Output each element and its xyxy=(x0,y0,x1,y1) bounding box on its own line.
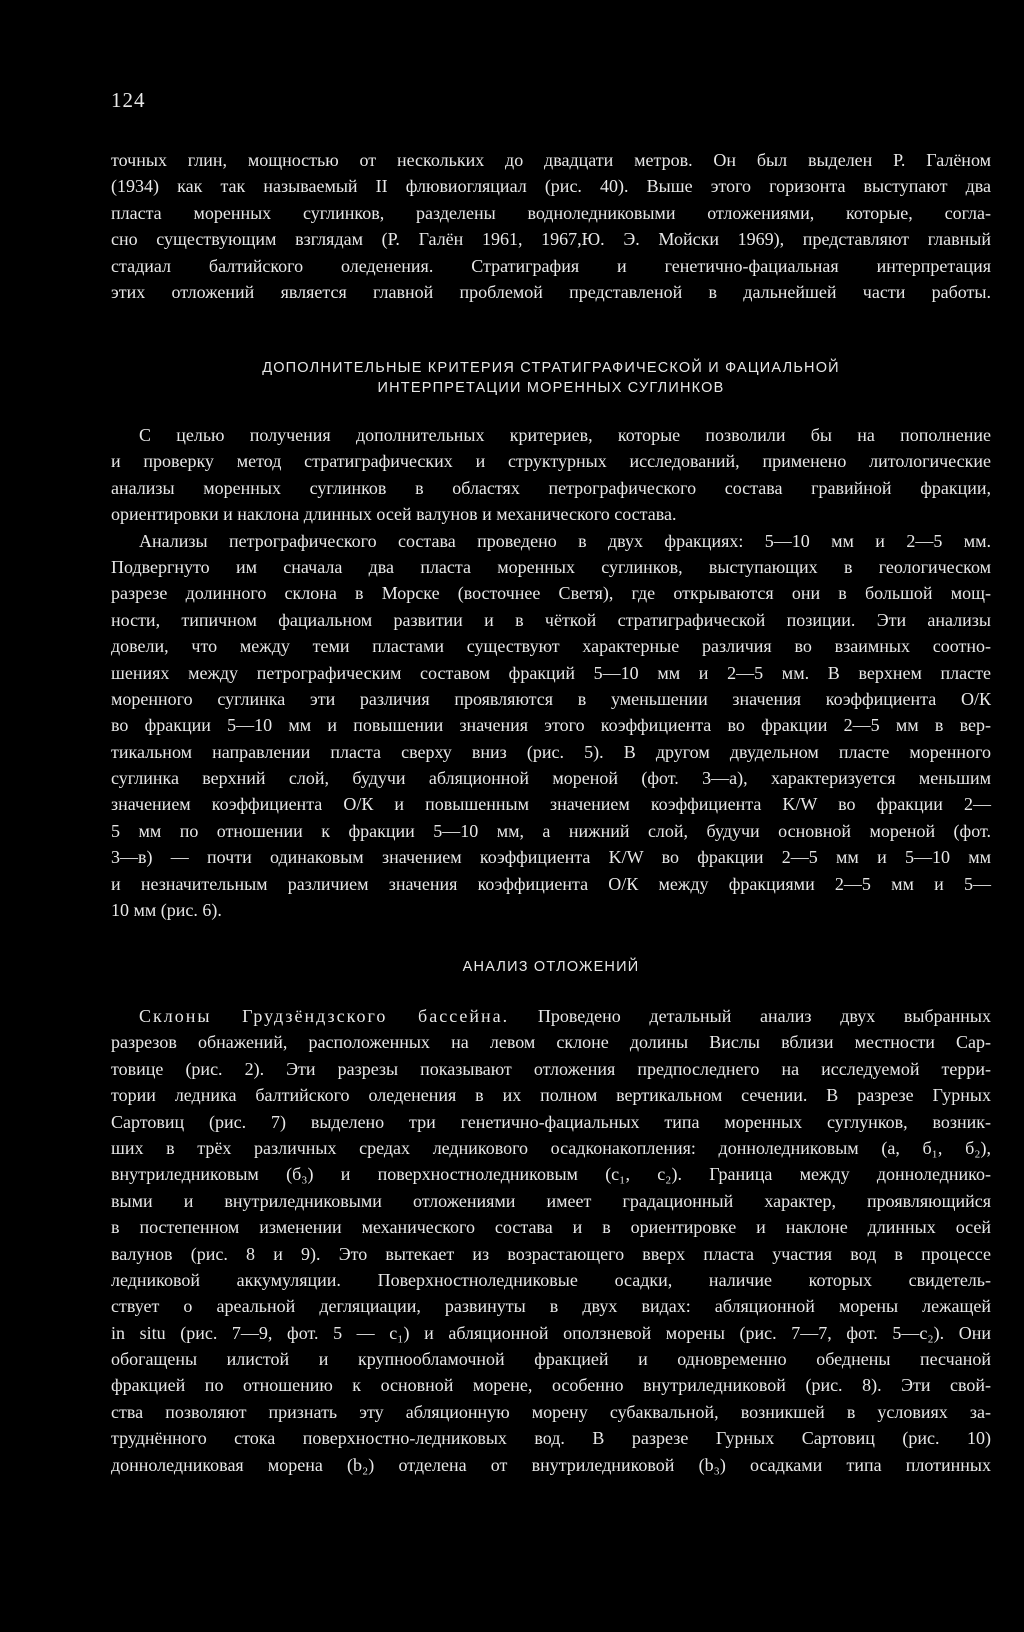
intro-paragraph xyxy=(111,147,991,305)
text-line: сно существующим взглядам (Р. Галён 1961, 1967,Ю. Э. Мойски 1969), представляют главный xyxy=(111,229,991,250)
text-line: пласта моренных суглинков, разделены водноледниковыми отложениями, которые, согла- xyxy=(111,202,991,223)
text-line: разрезов обнажений, расположенных на левом склоне долины Вислы вблизи местности Сар- xyxy=(111,1032,991,1053)
text-line: и незначительным различием значения коэффициента О/К между фракциями 2—5 мм и 5— xyxy=(111,873,991,894)
text-line: товице (рис. 2). Эти разрезы показывают отложения предпоследнего на исследуемой терри- xyxy=(111,1058,991,1079)
text-line: точных глин, мощностью от нескольких до двадцати метров. Он был выделен Р. Галёном xyxy=(111,150,991,170)
text-line: значением коэффициента О/К и повышенным значением коэффициента K/W во фракции 2— xyxy=(111,794,991,815)
text-line: во фракции 5—10 мм и повышении значения этого коэффициента во фракции 2—5 мм в вер- xyxy=(111,715,991,736)
text-line: стадиал балтийского оледенения. Стратиграфия и генетично-фациальная интерпретация xyxy=(111,255,991,276)
text-line: в постепенном изменении механического состава и в ориентировке и наклоне длинных осей xyxy=(111,1217,991,1238)
text-line: этих отложений является главной проблемой представленой в дальнейшей части работы. xyxy=(111,281,991,302)
heading-line: АНАЛИЗ ОТЛОЖЕНИЙ xyxy=(462,959,640,975)
text-line: валунов (рис. 8 и 9). Это вытекает из возрастающего вверх пласта участия вод в процессе xyxy=(111,1243,991,1264)
text-line: анализы моренных суглинков в областях петрографического состава гравийной фракции, xyxy=(111,477,991,498)
section-analysis-body xyxy=(111,1003,991,1478)
text-line: довели, что между теми пластами существуют характерные различия во взаимных соотно- xyxy=(111,636,991,657)
text-line: (1934) как так называемый II флювиогляциал (рис. 40). Выше этого горизонта выступают два xyxy=(111,176,991,197)
section-criteria-body xyxy=(111,422,991,923)
text-line: тикальном направлении пласта сверху вниз (рис. 5). В другом двудельном пласте моренного xyxy=(111,741,991,762)
heading-line: ИНТЕРПРЕТАЦИИ МОРЕННЫХ СУГЛИНКОВ xyxy=(377,380,725,396)
text-line: ствует о ареальной дегляциации, развинуты в двух видах: абляционной морены лежащей xyxy=(111,1296,991,1317)
section-heading-analysis xyxy=(111,957,991,977)
text-line: Сартовиц (рис. 7) выделено три генетично-фациальных типа моренных суглунков, возник- xyxy=(111,1111,991,1132)
text-line: моренного суглинка эти различия проявляются в уменьшении значения коэффициента О/К xyxy=(111,688,991,709)
text-line: шениях между петрографическим составом фракций 5—10 мм и 2—5 мм. В верхнем пласте xyxy=(111,662,991,683)
text-line: 5 мм по отношении к фракции 5—10 мм, а нижний слой, будучи основной мореной (фот. xyxy=(111,820,991,841)
text-line: обогащены илистой и крупнообламочной фракцией и одновременно обеднены песчаной xyxy=(111,1349,991,1370)
text-line: ледниковой аккумуляции. Поверхностноледниковые осадки, наличие которых свидетель- xyxy=(111,1269,991,1290)
text-line: С целью получения дополнительных критериев, которые позволили бы на пополнение xyxy=(139,425,991,445)
text-line: ности, типичном фациальном развитии и в чёткой стратиграфической позиции. Эти анализы xyxy=(111,609,991,630)
text-line: и проверку метод стратиграфических и структурных исследований, применено литологические xyxy=(111,451,991,472)
text-line: Подвергнуто им сначала два пласта моренных суглинков, выступающих в геологическом xyxy=(111,556,991,577)
text-line: Склоны Грудзёндзского бассейна. Проведено детальный анализ двух выбранных xyxy=(139,1006,991,1026)
text-line: выми и внутриледниковыми отложениями имеет градационный характер, проявляющийся xyxy=(111,1190,991,1211)
text-line: разрезе долинного склона в Морске (восточнее Светя), где открываются они в большой мощ- xyxy=(111,583,991,604)
section-heading-criteria xyxy=(111,358,991,398)
text-line: ших в трёх различных средах ледникового осадконакопления: донноледниковым (а, б₁, б₂), xyxy=(111,1137,991,1158)
text-line: труднённого стока поверхностно-ледниковых вод. В разрезе Гурных Сартовиц (рис. 10) xyxy=(111,1428,991,1449)
lead-term: Склоны Грудзёндзского бассейна. xyxy=(139,1006,510,1026)
text-line: Анализы петрографического состава проведено в двух фракциях: 5—10 мм и 2—5 мм. xyxy=(139,530,991,551)
text-line: ориентировки и наклона длинных осей валунов и механического состава. xyxy=(111,504,677,525)
text-line: донноледниковая морена (b₂) отделена от внутриледниковой (b₃) осадками типа плотинных xyxy=(111,1454,991,1475)
text-line: 3—в) — почти одинаковым значением коэффициента K/W во фракции 2—5 мм и 5—10 мм xyxy=(111,847,991,868)
text-line: внутриледниковым (б₃) и поверхностноледниковым (с₁, с₂). Граница между донноледнико- xyxy=(111,1164,991,1185)
text-line: фракцией по отношению к основной морене, особенно внутриледниковой (рис. 8). Эти свой- xyxy=(111,1375,991,1396)
text-line: in situ (рис. 7—9, фот. 5 — с₁) и абляционной оползневой морены (рис. 7—7, фот. 5—с₂). Они xyxy=(111,1322,991,1343)
text-line: ства позволяют признать эту абляционную морену субаквальной, возникшей в условиях за- xyxy=(111,1401,991,1422)
text-line: 10 мм (рис. 6). xyxy=(111,900,222,921)
text-line: тории ледника балтийского оледенения в их полном вертикальном сечении. В разрезе Гурных xyxy=(111,1085,991,1106)
page-number: 124 xyxy=(111,88,146,112)
text-line: суглинка верхний слой, будучи абляционной мореной (фот. 3—а), характеризуется меньшим xyxy=(111,768,991,789)
heading-line: ДОПОЛНИТЕЛЬНЫЕ КРИТЕРИЯ СТРАТИГРАФИЧЕСКОЙ И ФАЦИАЛЬНОЙ xyxy=(262,360,840,376)
